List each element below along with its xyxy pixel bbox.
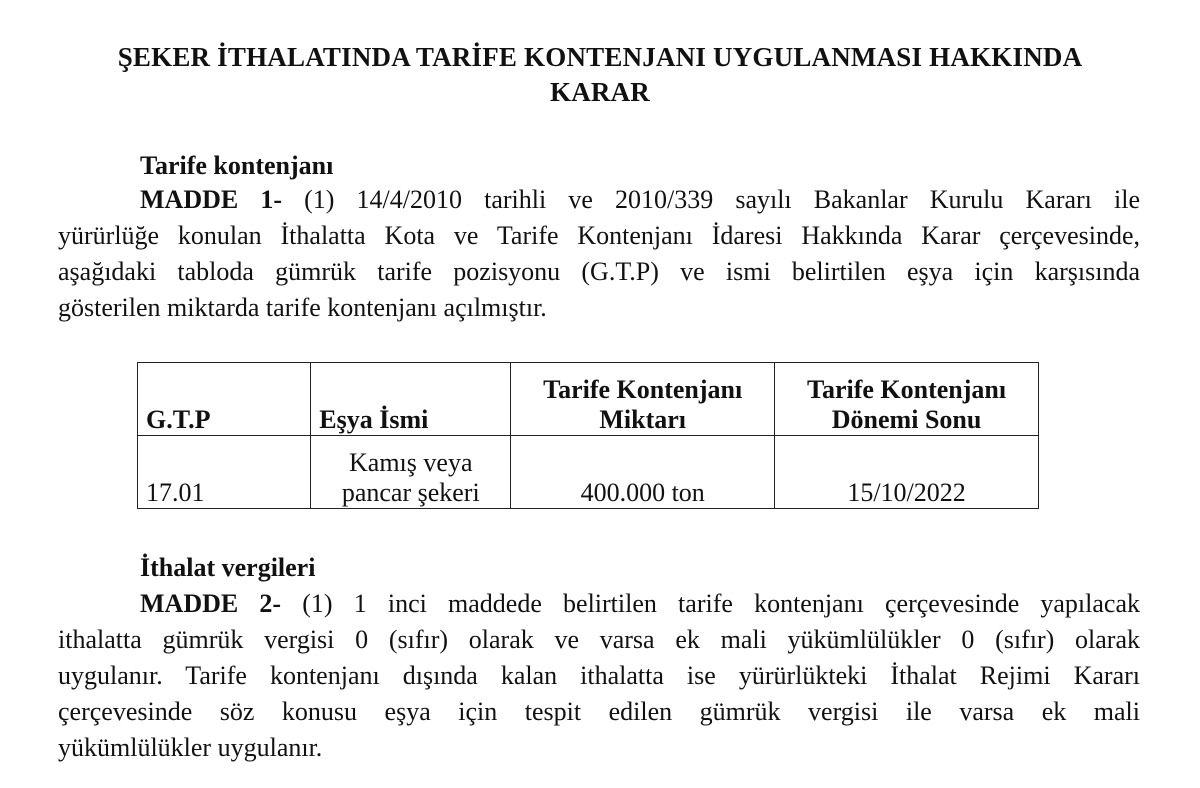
header-gtp: G.T.P bbox=[138, 363, 311, 436]
tariff-quota-table bbox=[137, 362, 1039, 509]
article-2-line-5: yükümlülükler uygulanır. bbox=[58, 733, 323, 762]
table-header-row bbox=[138, 363, 1039, 436]
section-heading-tarife-kontenjani: Tarife kontenjanı bbox=[140, 151, 334, 180]
cell-esya-ismi bbox=[311, 436, 511, 509]
section-heading-ithalat-vergileri: İthalat vergileri bbox=[140, 553, 316, 582]
article-1-line-1-text: (1) 14/4/2010 tarihli ve 2010/339 sayılı Bakanlar Kurulu Kararı ile bbox=[304, 185, 1141, 214]
document-title-line-2: KARAR bbox=[550, 77, 650, 107]
article-2-line-1 bbox=[58, 586, 1140, 622]
header-kontenjan-miktari bbox=[511, 363, 775, 436]
article-2-line-4: çerçevesinde söz konusu eşya için tespit edilen gümrük vergisi ile varsa ek mali bbox=[58, 697, 1140, 726]
table-row bbox=[138, 436, 1039, 509]
article-1-label: MADDE 1- bbox=[140, 185, 282, 214]
cell-kontenjan-miktari: 400.000 ton bbox=[511, 436, 775, 509]
header-donem-line-1: Tarife Kontenjanı bbox=[807, 375, 1007, 404]
article-2-label: MADDE 2- bbox=[140, 589, 282, 618]
article-2-paragraph bbox=[58, 586, 1140, 766]
article-1-line-2: yürürlüğe konulan İthalatta Kota ve Tarife Kontenjanı İdaresi Hakkında Karar çerçevesinde, bbox=[58, 221, 1140, 250]
article-1-paragraph bbox=[58, 182, 1140, 326]
cell-donemi-sonu: 15/10/2022 bbox=[775, 436, 1039, 509]
cell-esya-line-2: pancar şekeri bbox=[341, 478, 480, 507]
header-kontenjan-donemi-sonu bbox=[775, 363, 1039, 436]
header-donem-line-2: Dönemi Sonu bbox=[831, 405, 982, 434]
article-2-line-1-text: (1) 1 inci maddede belirtilen tarife kontenjanı çerçevesinde yapılacak bbox=[302, 589, 1141, 618]
article-1-line-1 bbox=[58, 182, 1140, 218]
article-2-line-3: uygulanır. Tarife kontenjanı dışında kalan ithalatta ise yürürlükteki İthalat Rejimi Kararı bbox=[58, 661, 1140, 690]
document-title-line-1: ŞEKER İTHALATINDA TARİFE KONTENJANI UYGULANMASI HAKKINDA bbox=[117, 42, 1083, 72]
header-miktar-line-2: Miktarı bbox=[599, 405, 686, 434]
article-2-line-2: ithalatta gümrük vergisi 0 (sıfır) olarak ve varsa ek mali yükümlülükler 0 (sıfır) olarak bbox=[58, 625, 1140, 654]
article-1-line-3: aşağıdaki tabloda gümrük tarife pozisyonu (G.T.P) ve ismi belirtilen eşya için karşısında bbox=[58, 257, 1140, 286]
header-esya-ismi: Eşya İsmi bbox=[311, 363, 511, 436]
header-miktar-line-1: Tarife Kontenjanı bbox=[543, 375, 743, 404]
article-1-line-4: gösterilen miktarda tarife kontenjanı açılmıştır. bbox=[58, 293, 547, 322]
cell-esya-line-1: Kamış veya bbox=[349, 448, 473, 477]
cell-gtp: 17.01 bbox=[138, 436, 311, 509]
